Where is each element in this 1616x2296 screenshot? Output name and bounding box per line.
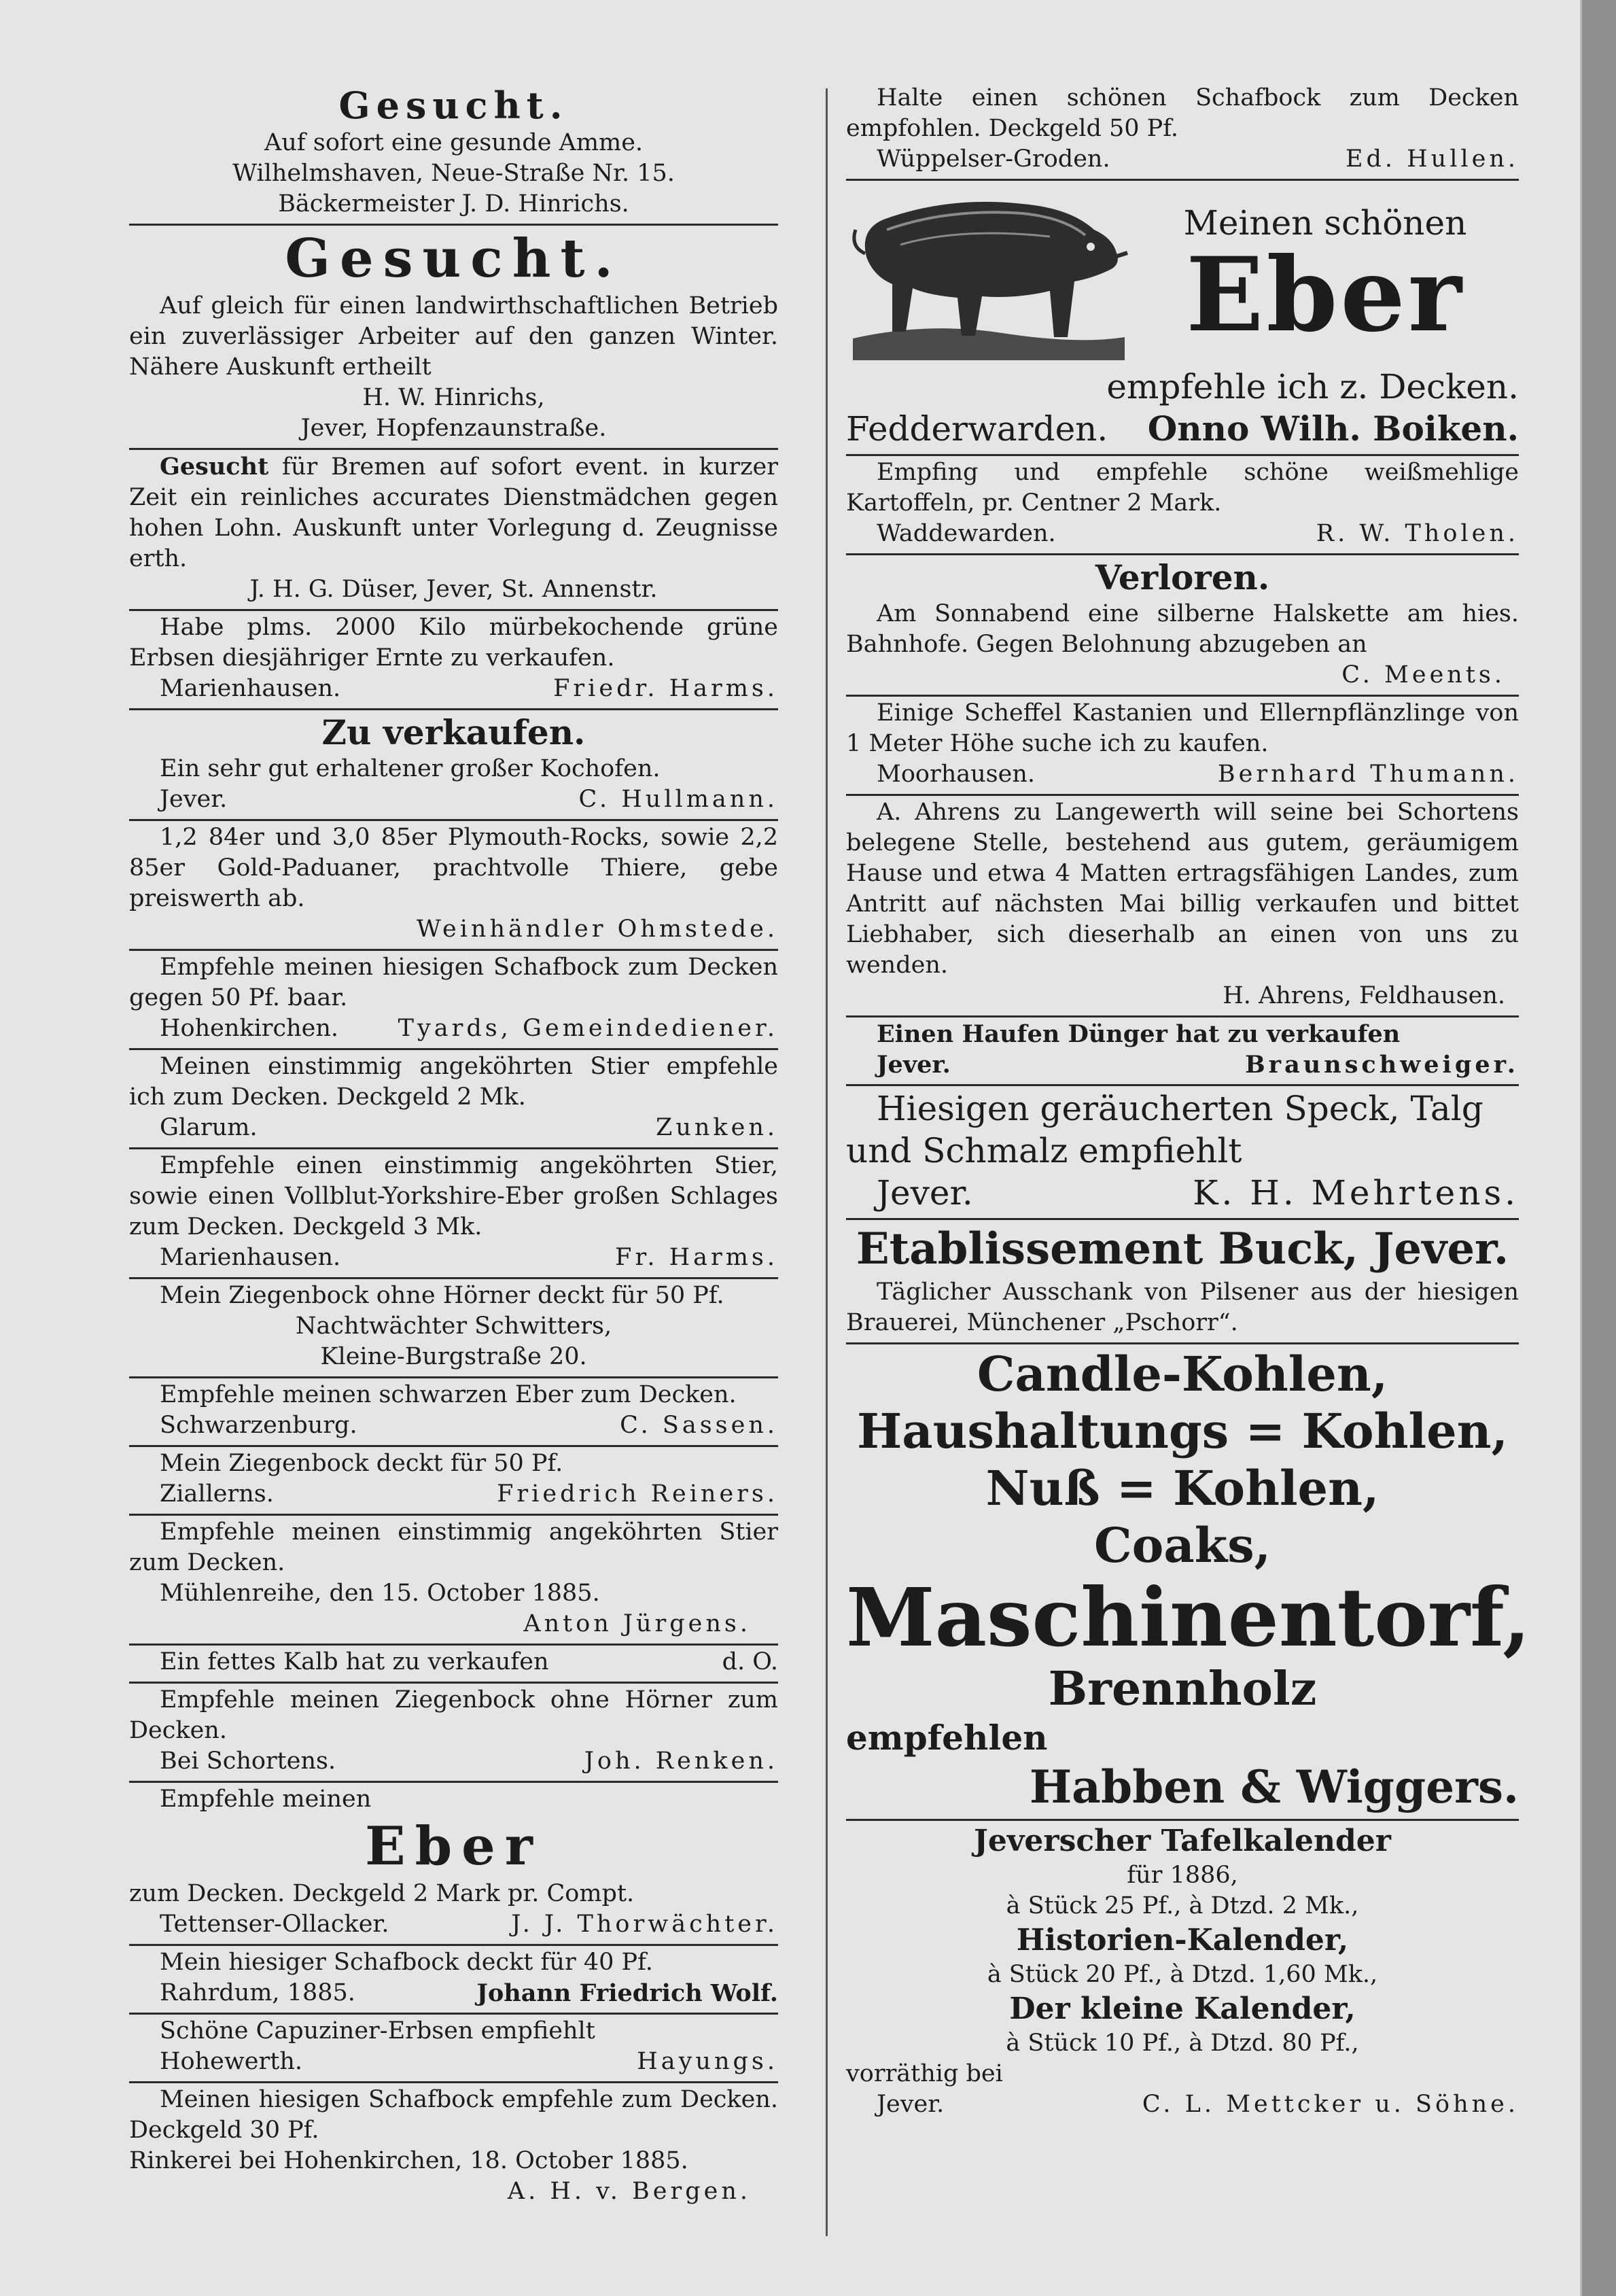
ad-signature-address: Kleine-Burgstraße 20. <box>320 1343 587 1370</box>
ad-footer <box>129 1013 778 1044</box>
ad-text: Mein Ziegenbock ohne Hörner deckt für 50 Pf. <box>160 1282 724 1309</box>
ad-heading: Zu verkaufen. <box>321 712 586 752</box>
ad-kartoffeln <box>846 456 1519 555</box>
ad-text: Auf sofort eine gesunde Amme. <box>264 129 644 156</box>
ad-place: Jever. <box>160 786 228 813</box>
ad-place: Hohewerth. <box>160 2048 302 2075</box>
ad-place: Waddewarden. <box>877 520 1056 547</box>
ad-schafbock-tyards <box>129 951 778 1050</box>
ad-heading: Eber <box>1186 235 1464 355</box>
ad-speck <box>846 1086 1519 1220</box>
ad-signature: d. O. <box>722 1648 778 1675</box>
ad-eber-sassen <box>129 1378 778 1447</box>
ad-footer <box>846 1172 1519 1214</box>
left-column <box>129 82 778 2211</box>
ad-place: Ziallerns. <box>160 1480 274 1508</box>
ad-signature: Bäckermeister J. D. Hinrichs. <box>278 190 629 218</box>
kohlen-line: Coaks, <box>1093 1517 1271 1573</box>
ad-place: Moorhausen. <box>877 761 1036 788</box>
ad-text: Empfehle meinen einstimmig angeköhrten Stier zum Decken. <box>129 1518 778 1576</box>
kohlen-line: Brennholz <box>1048 1662 1317 1716</box>
ad-text: Ein sehr gut erhaltener großer Kochofen. <box>160 755 661 782</box>
right-column <box>846 82 1531 2124</box>
ad-text: Empfehle meinen Ziegenbock ohne Hörner zum Decken. <box>129 1686 778 1744</box>
kalender-price: à Stück 20 Pf., à Dtzd. 1,60 Mk., <box>987 1961 1378 1988</box>
ad-gesucht-amme <box>129 82 778 226</box>
ad-footer <box>846 144 1519 175</box>
ad-text: Empfehle meinen hiesigen Schafbock zum Decken gegen 50 Pf. baar. <box>129 954 778 1011</box>
kalender-title: Historien-Kalender, <box>1016 1923 1349 1958</box>
ad-signature: Friedrich Reiners. <box>497 1480 778 1508</box>
ad-text: A. Ahrens zu Langewerth will seine bei Schortens belegene Stelle, bestehend aus gutem, geräumigem Hause und etwa 4 Matten ertragsfähigen Landes, zum Antritt auf nächsten Mai billig verkaufen und bittet Liebhaber, sich dieserhalb an einen von uns zu wenden. <box>846 799 1519 979</box>
ad-eber-boiken <box>846 181 1519 456</box>
ad-signature: A. H. v. Bergen. <box>507 2178 751 2205</box>
ad-footer <box>129 784 778 815</box>
ad-heading: Eber <box>365 1815 542 1877</box>
kalender-price: à Stück 10 Pf., à Dtzd. 80 Pf., <box>1006 2030 1359 2057</box>
ad-text: empfehle ich z. Decken. <box>1106 367 1519 406</box>
ad-kalender <box>846 1821 1519 2124</box>
ad-stier-zunken <box>129 1050 778 1149</box>
ad-footer <box>129 1479 778 1510</box>
ad-signature: H. Ahrens, Feldhausen. <box>1223 982 1505 1009</box>
ad-signature: Tyards, Gemeindediener. <box>398 1015 778 1042</box>
ad-body: für Bremen auf sofort event. in kurzer Zeit ein reinliches accurates Dienstmädchen gegen hohen Lohn. Auskunft unter Vorlegung d. Zeugnisse erth. <box>129 453 778 572</box>
kohlen-line: empfehlen <box>846 1718 1048 1758</box>
ad-text-line2: und Schmalz empfiehlt <box>846 1131 1242 1170</box>
ad-place: Marienhausen. <box>160 1244 341 1271</box>
kohlen-line: Haushaltungs = Kohlen, <box>857 1403 1508 1459</box>
ad-text: Einen Haufen Dünger hat zu verkaufen <box>877 1020 1401 1048</box>
ad-etablissement <box>846 1220 1519 1344</box>
ad-signature-address: Jever, Hopfenzaunstraße. <box>300 415 607 442</box>
ad-text: Mein hiesiger Schafbock deckt für 40 Pf. <box>160 1949 653 1976</box>
ad-footer <box>846 759 1519 790</box>
boar-block <box>846 182 1519 366</box>
ad-place: Mühlenreihe, den 15. October 1885. <box>160 1580 600 1607</box>
ad-schafbock-hullen <box>846 82 1519 181</box>
ad-footer <box>129 1113 778 1143</box>
ad-stier-juergens <box>129 1516 778 1646</box>
ad-signature: Zunken. <box>656 1114 778 1141</box>
ad-signature: K. H. Mehrtens. <box>1193 1173 1519 1213</box>
ad-text: Meinen einstimmig angeköhrten Stier empfehle ich zum Decken. Deckgeld 2 Mk. <box>129 1053 778 1111</box>
ad-text: 1,2 84er und 3,0 85er Plymouth-Rocks, sowie 2,2 85er Gold-Paduaner, prachtvolle Thiere, gebe preiswerth ab. <box>129 824 778 912</box>
ad-ziegenbock-renken <box>129 1684 778 1783</box>
ad-signature: C. L. Mettcker u. Söhne. <box>1142 2091 1519 2118</box>
ad-place: Fedderwarden. <box>846 409 1108 449</box>
ad-signature: Joh. Renken. <box>584 1747 778 1775</box>
ad-signature: J. H. G. Düser, Jever, St. Annenstr. <box>249 576 658 603</box>
kohlen-line: Maschinentorf, <box>846 1570 1531 1665</box>
ad-footer <box>129 1746 778 1777</box>
ad-signature: Hayungs. <box>637 2048 778 2075</box>
ad-place: Bei Schortens. <box>160 1747 336 1775</box>
ad-place: Hohenkirchen. <box>160 1015 339 1042</box>
ad-signature: Johann Friedrich Wolf. <box>476 1979 778 2007</box>
ad-text: Habe plms. 2000 Kilo mürbekochende grüne Erbsen diesjähriger Ernte zu verkaufen. <box>129 614 778 672</box>
ad-dienstmaedchen <box>129 450 778 611</box>
ad-text: Meinen hiesigen Schafbock empfehle zum Decken. Deckgeld 30 Pf. <box>129 2086 778 2144</box>
ad-place: Tettenser-Ollacker. <box>160 1911 389 1938</box>
ad-signature: Weinhändler Ohmstede. <box>416 916 778 943</box>
ad-signature: Nachtwächter Schwitters, <box>295 1312 612 1340</box>
kohlen-line: Candle-Kohlen, <box>977 1346 1388 1402</box>
ad-text: Empfing und empfehle schöne weißmehlige Kartoffeln, pr. Centner 2 Mark. <box>846 459 1519 517</box>
ad-signature: Onno Wilh. Boiken. <box>1147 408 1519 449</box>
ad-intro: Meinen schönen <box>1183 203 1467 243</box>
ad-text: Auf gleich für einen landwirthschaftlichen Betrieb ein zuverlässiger Arbeiter auf den ganzen Winter. Nähere Auskunft ertheilt <box>129 292 778 381</box>
ad-footer <box>129 674 778 704</box>
kohlen-line: Nuß = Kohlen, <box>985 1460 1380 1516</box>
ad-signature: Anton Jürgens. <box>523 1610 751 1637</box>
ad-text: Ein fettes Kalb hat zu verkaufen <box>160 1648 549 1675</box>
boar-illustration-icon <box>846 182 1131 366</box>
ad-footer <box>129 2047 778 2077</box>
adjacent-page-edge <box>1582 0 1616 2296</box>
ad-lead: Gesucht <box>160 453 269 481</box>
ad-erbsen-hayungs <box>129 2015 778 2083</box>
ad-schafbock-bergen <box>129 2083 778 2211</box>
ad-kalb <box>129 1646 778 1684</box>
ad-signature: Friedr. Harms. <box>553 675 778 702</box>
ad-heading: Etablissement Buck, Jever. <box>856 1223 1509 1274</box>
ad-place: Marienhausen. <box>160 675 341 702</box>
ad-footer <box>846 1049 1519 1080</box>
ad-place: Jever. <box>877 2091 945 2118</box>
ad-footer <box>129 1978 778 2008</box>
ad-kohlen <box>846 1344 1531 1821</box>
ad-place: Glarum. <box>160 1114 258 1141</box>
ad-footer <box>129 1242 778 1273</box>
ad-footer <box>129 1909 778 1940</box>
ad-text: Halte einen schönen Schafbock zum Decken empfohlen. Deckgeld 50 Pf. <box>846 84 1519 142</box>
ad-text <box>129 451 778 574</box>
ad-footer <box>846 408 1519 450</box>
ad-kochofen <box>129 710 778 821</box>
ad-text: Einige Scheffel Kastanien und Ellernpflänzlinge von 1 Meter Höhe suche ich zu kaufen. <box>846 699 1519 757</box>
ad-ziegenbock-reiners <box>129 1447 778 1516</box>
ad-signature: Bernhard Thumann. <box>1217 761 1519 788</box>
kalender-price: à Stück 25 Pf., à Dtzd. 2 Mk., <box>1006 1892 1359 1919</box>
ad-ahrens <box>846 796 1519 1017</box>
ad-text: Schöne Capuziner-Erbsen empfiehlt <box>160 2017 595 2045</box>
kalender-title: Jeverscher Tafelkalender <box>974 1824 1391 1858</box>
ad-gesucht-arbeiter <box>129 226 778 450</box>
ad-signature: R. W. Tholen. <box>1316 520 1519 547</box>
ad-signature: C. Meents. <box>1341 661 1505 689</box>
ad-text: Mein Ziegenbock deckt für 50 Pf. <box>160 1450 563 1477</box>
ad-signature: Fr. Harms. <box>615 1244 778 1271</box>
kalender-year: für 1886, <box>1127 1862 1238 1889</box>
ad-schafbock-wolf <box>129 1946 778 2015</box>
ad-verloren <box>846 555 1519 697</box>
ad-heading: Gesucht. <box>285 228 622 290</box>
ad-text: Am Sonnabend eine silberne Halskette am hies. Bahnhofe. Gegen Belohnung abzugeben an <box>846 600 1519 658</box>
ad-place: Rahrdum, 1885. <box>160 1979 355 2006</box>
ad-signature: Braunschweiger. <box>1245 1051 1519 1079</box>
ad-signature: C. Sassen. <box>620 1412 778 1439</box>
ad-eber-thorwaechter <box>129 1783 778 1946</box>
ad-text: Empfehle einen einstimmig angeköhrten Stier, sowie einen Vollblut-Yorkshire-Eber großen Schlages zum Decken. Deckgeld 3 Mk. <box>129 1152 778 1240</box>
ad-heading: Gesucht. <box>338 84 569 127</box>
ad-ziegenbock-schwitters <box>129 1279 778 1378</box>
ad-text-line1: Hiesigen geräucherten Speck, Talg <box>877 1089 1483 1128</box>
ad-heading: Verloren. <box>1095 557 1270 597</box>
ad-text: zum Decken. Deckgeld 2 Mark pr. Compt. <box>129 1880 635 1907</box>
ad-place: Rinkerei bei Hohenkirchen, 18. October 1885. <box>129 2147 688 2174</box>
column-divider <box>826 88 828 2236</box>
ad-gefluegel <box>129 821 778 951</box>
ad-text: Empfehle meinen schwarzen Eber zum Decken. <box>160 1381 737 1408</box>
ad-intro: Empfehle meinen <box>160 1786 372 1813</box>
ad-footer <box>129 1410 778 1441</box>
ad-place: Wüppelser-Groden. <box>877 145 1110 173</box>
ad-address: Wilhelmshaven, Neue-Straße Nr. 15. <box>232 160 675 187</box>
ad-place: Jever. <box>877 1051 951 1079</box>
kalender-title: Der kleine Kalender, <box>1009 1991 1356 2026</box>
ad-kastanien <box>846 697 1519 796</box>
ad-footer <box>846 519 1519 549</box>
kohlen-signature: Habben & Wiggers. <box>1029 1760 1519 1813</box>
ad-text: Täglicher Ausschank von Pilsener aus der hiesigen Brauerei, Münchener „Pschorr“. <box>846 1279 1519 1336</box>
ad-signature: H. W. Hinrichs, <box>362 384 545 411</box>
kalender-note: vorräthig bei <box>846 2060 1003 2087</box>
ad-erbsen <box>129 611 778 710</box>
ad-duenger <box>846 1017 1519 1086</box>
boar-text <box>1131 202 1519 355</box>
ad-signature: C. Hullmann. <box>578 786 778 813</box>
ad-stier-harms <box>129 1149 778 1279</box>
ad-place: Schwarzenburg. <box>160 1412 357 1439</box>
ad-signature: Ed. Hullen. <box>1345 145 1519 173</box>
ad-footer <box>129 1647 778 1677</box>
ad-place: Jever. <box>877 1173 973 1213</box>
ad-signature: J. J. Thorwächter. <box>511 1911 778 1938</box>
ad-footer <box>846 2089 1519 2120</box>
